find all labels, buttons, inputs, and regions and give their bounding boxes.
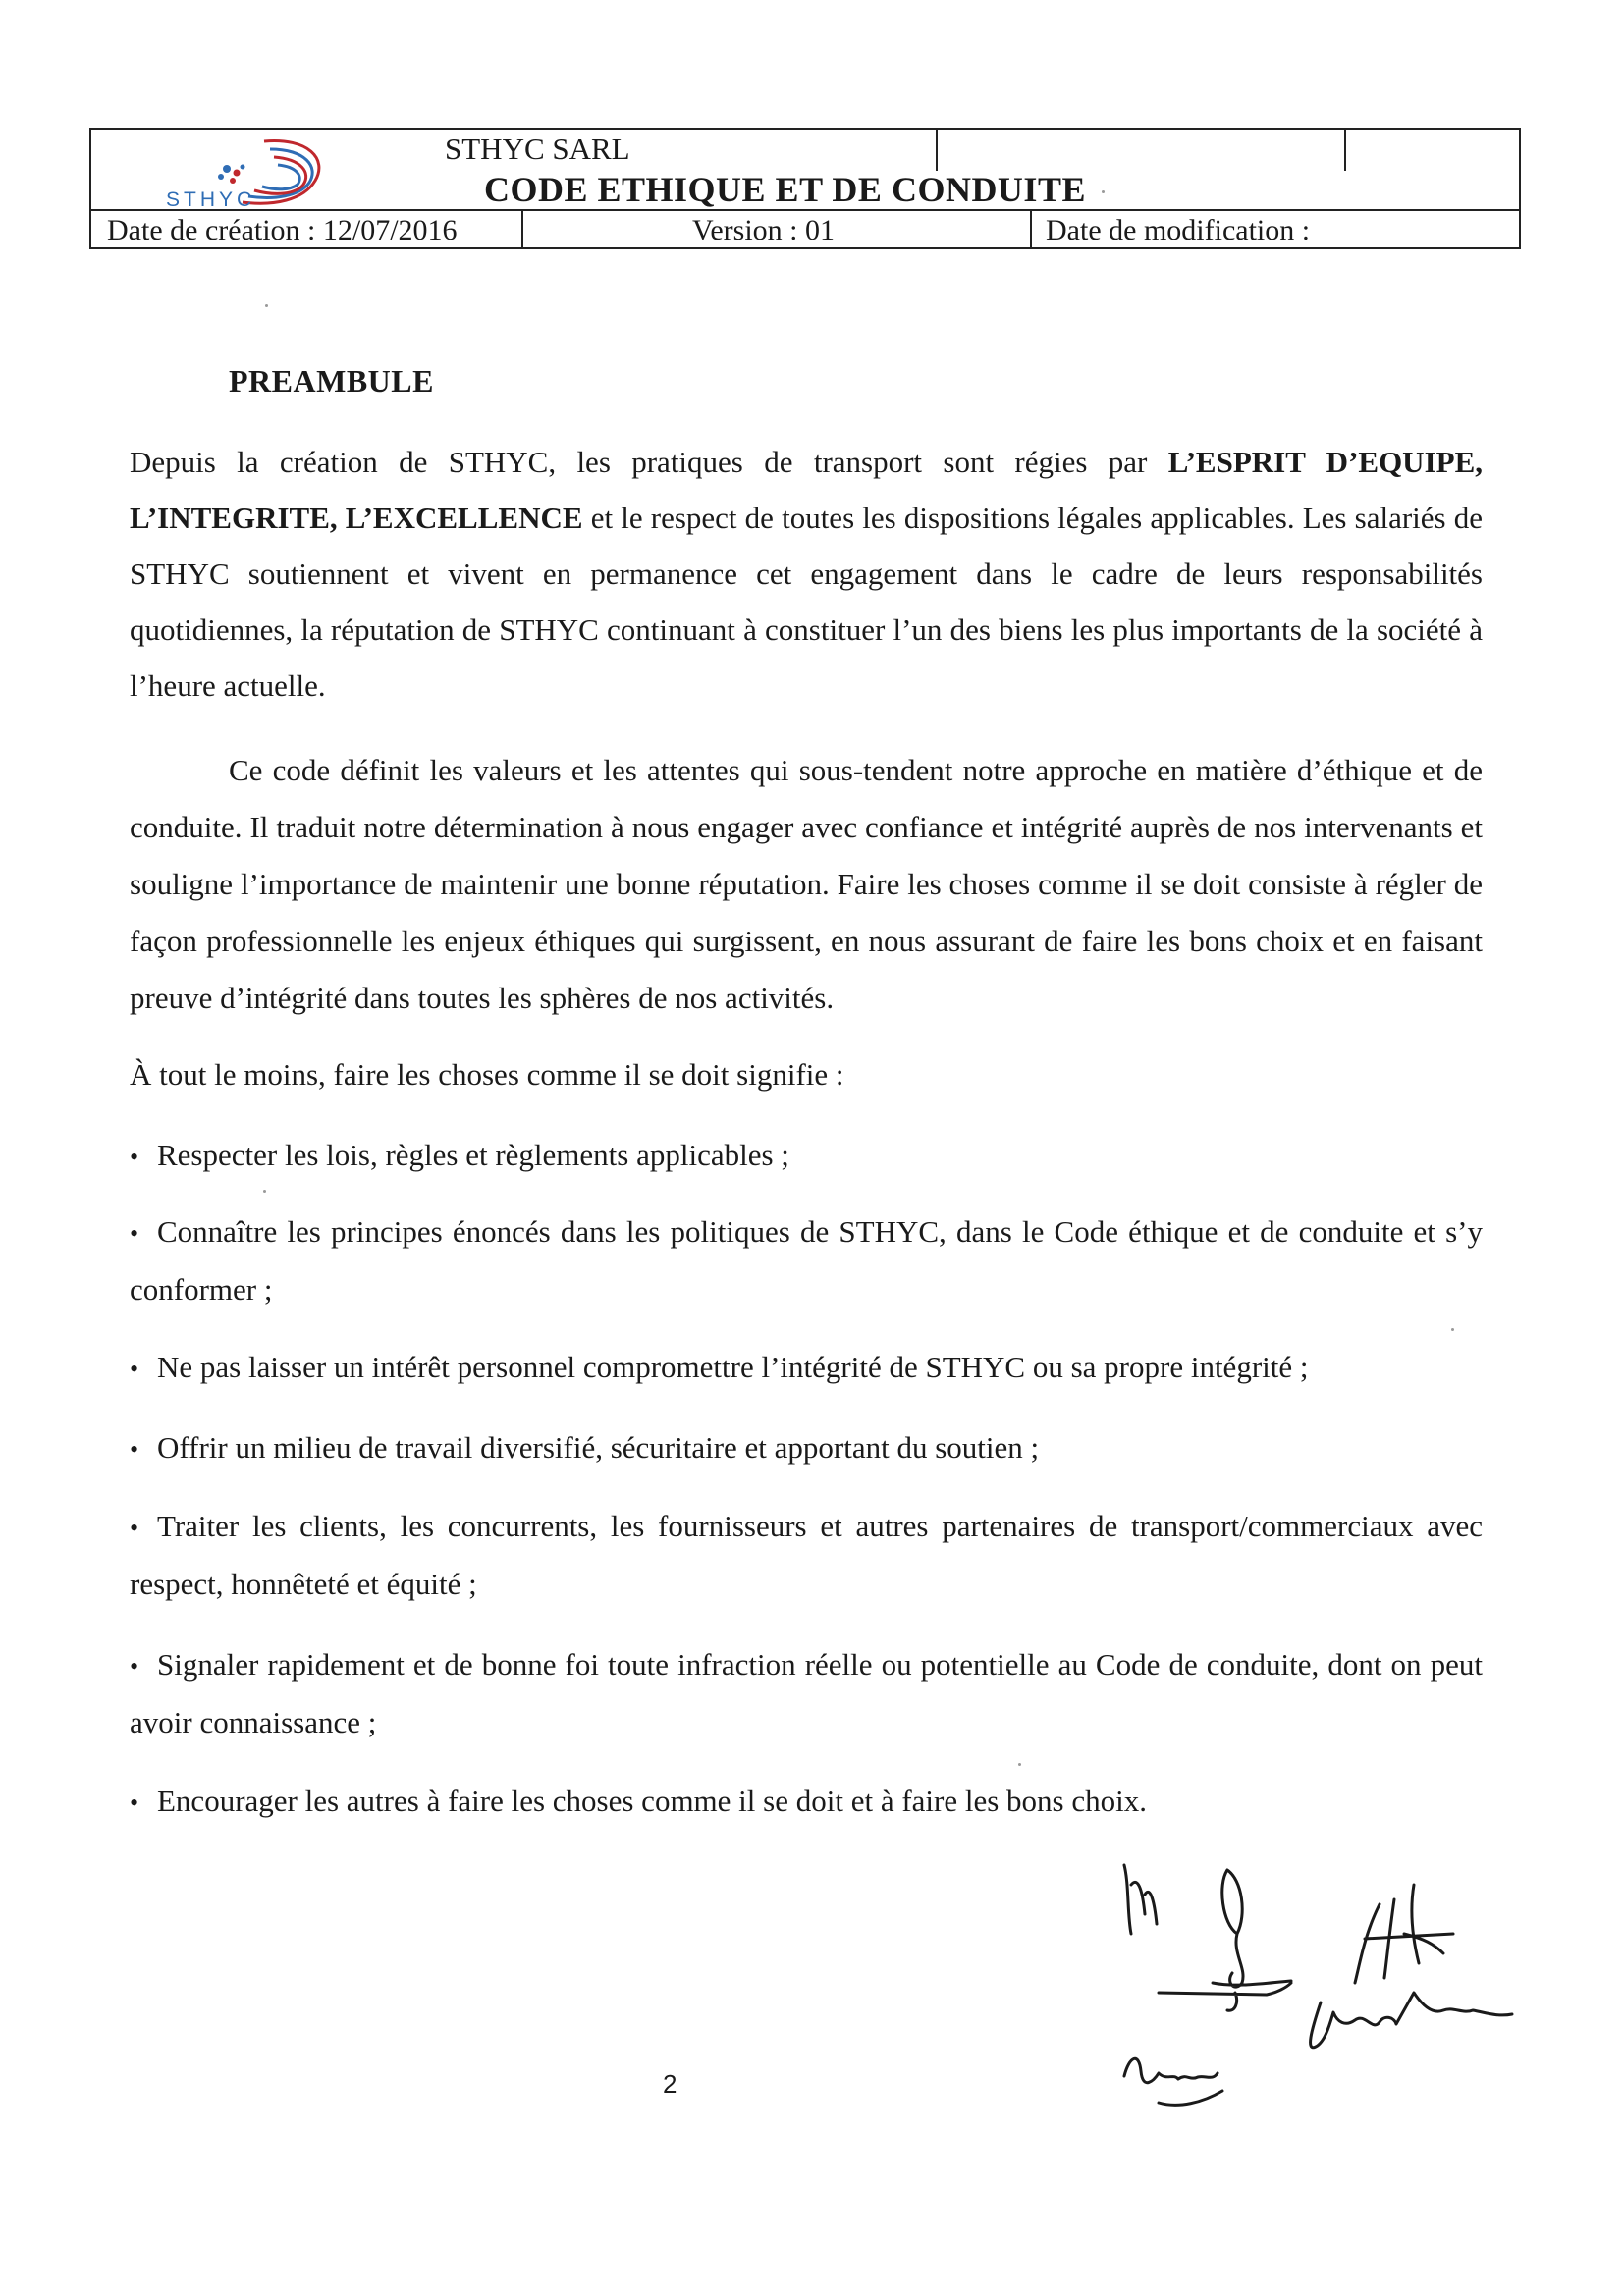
creation-date: Date de création : 12/07/2016 bbox=[107, 214, 458, 246]
signature-stroke bbox=[1159, 1983, 1291, 2010]
list-item-text: Connaître les principes énoncés dans les politiques de STHYC, dans le Code éthique et de conduite et s’y conformer ; bbox=[130, 1214, 1483, 1307]
modification-date: Date de modification : bbox=[1046, 214, 1311, 246]
preamble-paragraph-2: Ce code définit les valeurs et les attentes qui sous-tendent notre approche en matière d’éthique et de conduite. Il traduit notre détermination à nous engager avec confiance et intégrité auprès de nos intervenants et souligne l’importance de maintenir une bonne réputation. Faire les choses comme il se doit consiste à régler de façon professionnelle les enjeux éthiques qui surgissent, en nous assurant de faire les bons choix et en faisant preuve d’intégrité dans toutes les sphères de nos activités. bbox=[130, 753, 1483, 1015]
signature-stroke bbox=[1213, 1870, 1291, 1987]
scan-speck bbox=[265, 304, 268, 307]
signature-stroke bbox=[1311, 1993, 1512, 2048]
core-values: L’ESPRIT D’EQUIPE, L’INTEGRITE, L’EXCELLENCE bbox=[130, 445, 1483, 535]
list-item-text: Traiter les clients, les concurrents, les fournisseurs et autres partenaires de transport/commerciaux avec respect, honnêteté et équité ; bbox=[130, 1509, 1483, 1601]
bullet-icon: • bbox=[130, 1514, 139, 1542]
list-item-text: Encourager les autres à faire les choses comme il se doit et à faire les bons choix. bbox=[157, 1784, 1147, 1818]
bullet-icon: • bbox=[130, 1789, 139, 1817]
svg-text:STHYC: STHYC bbox=[166, 188, 256, 211]
bullet-icon: • bbox=[130, 1219, 139, 1248]
bullet-icon: • bbox=[130, 1355, 139, 1383]
signature-stroke bbox=[1124, 1865, 1157, 1934]
header-cell-divider bbox=[521, 209, 523, 249]
scan-speck bbox=[263, 1190, 266, 1193]
document-header-table bbox=[89, 128, 1521, 249]
bullet-icon: • bbox=[130, 1143, 139, 1171]
header-cell-divider bbox=[936, 130, 938, 171]
preamble-paragraph-3: À tout le moins, faire les choses comme il se doit signifie : bbox=[130, 1057, 844, 1092]
signature-stroke bbox=[1355, 1885, 1453, 1983]
list-item-text: Respecter les lois, règles et règlements applicables ; bbox=[157, 1138, 789, 1172]
header-cell-divider bbox=[1030, 209, 1032, 249]
scan-speck bbox=[1102, 190, 1105, 193]
page-number: 2 bbox=[663, 2069, 677, 2099]
header-cell-divider bbox=[1344, 130, 1346, 171]
section-heading: PREAMBULE bbox=[229, 363, 434, 399]
handwritten-signatures bbox=[1119, 1845, 1551, 2140]
list-item bbox=[130, 1419, 1483, 1477]
paragraph-text: et le respect de toutes les dispositions légales applicables. Les salariés de STHYC soutiennent et vivent en permanence cet engagement dans le cadre de leurs responsabilités quotidiennes, la réputation de STHYC continuant à constituer l’un des biens les plus importants de la société à l’heure actuelle. bbox=[130, 501, 1484, 703]
company-name: STHYC SARL bbox=[445, 132, 630, 166]
list-item bbox=[130, 1203, 1483, 1317]
sthyc-logo bbox=[127, 130, 362, 212]
list-item bbox=[130, 1773, 1483, 1831]
bullet-icon: • bbox=[130, 1435, 139, 1464]
version: Version : 01 bbox=[692, 214, 835, 246]
scan-speck bbox=[1451, 1328, 1454, 1331]
list-item bbox=[130, 1339, 1483, 1397]
bullet-icon: • bbox=[130, 1652, 139, 1681]
signature-stroke bbox=[1124, 2058, 1222, 2105]
scan-speck bbox=[1018, 1763, 1021, 1766]
paragraph-text: Depuis la création de STHYC, les pratiques de transport sont régies par bbox=[130, 445, 1168, 479]
list-item-text: Offrir un milieu de travail diversifié, sécuritaire et apportant du soutien ; bbox=[157, 1430, 1040, 1465]
document-title: CODE ETHIQUE ET DE CONDUITE bbox=[484, 170, 1086, 209]
list-item-text: Signaler rapidement et de bonne foi toute infraction réelle ou potentielle au Code de conduite, dont on peut avoir connaissance ; bbox=[130, 1647, 1483, 1739]
list-item bbox=[130, 1498, 1483, 1612]
preamble-paragraph-1 bbox=[130, 434, 1483, 714]
list-item-text: Ne pas laisser un intérêt personnel compromettre l’intégrité de STHYC ou sa propre intégrité ; bbox=[157, 1350, 1309, 1384]
list-item bbox=[130, 1127, 1483, 1185]
list-item bbox=[130, 1636, 1483, 1750]
